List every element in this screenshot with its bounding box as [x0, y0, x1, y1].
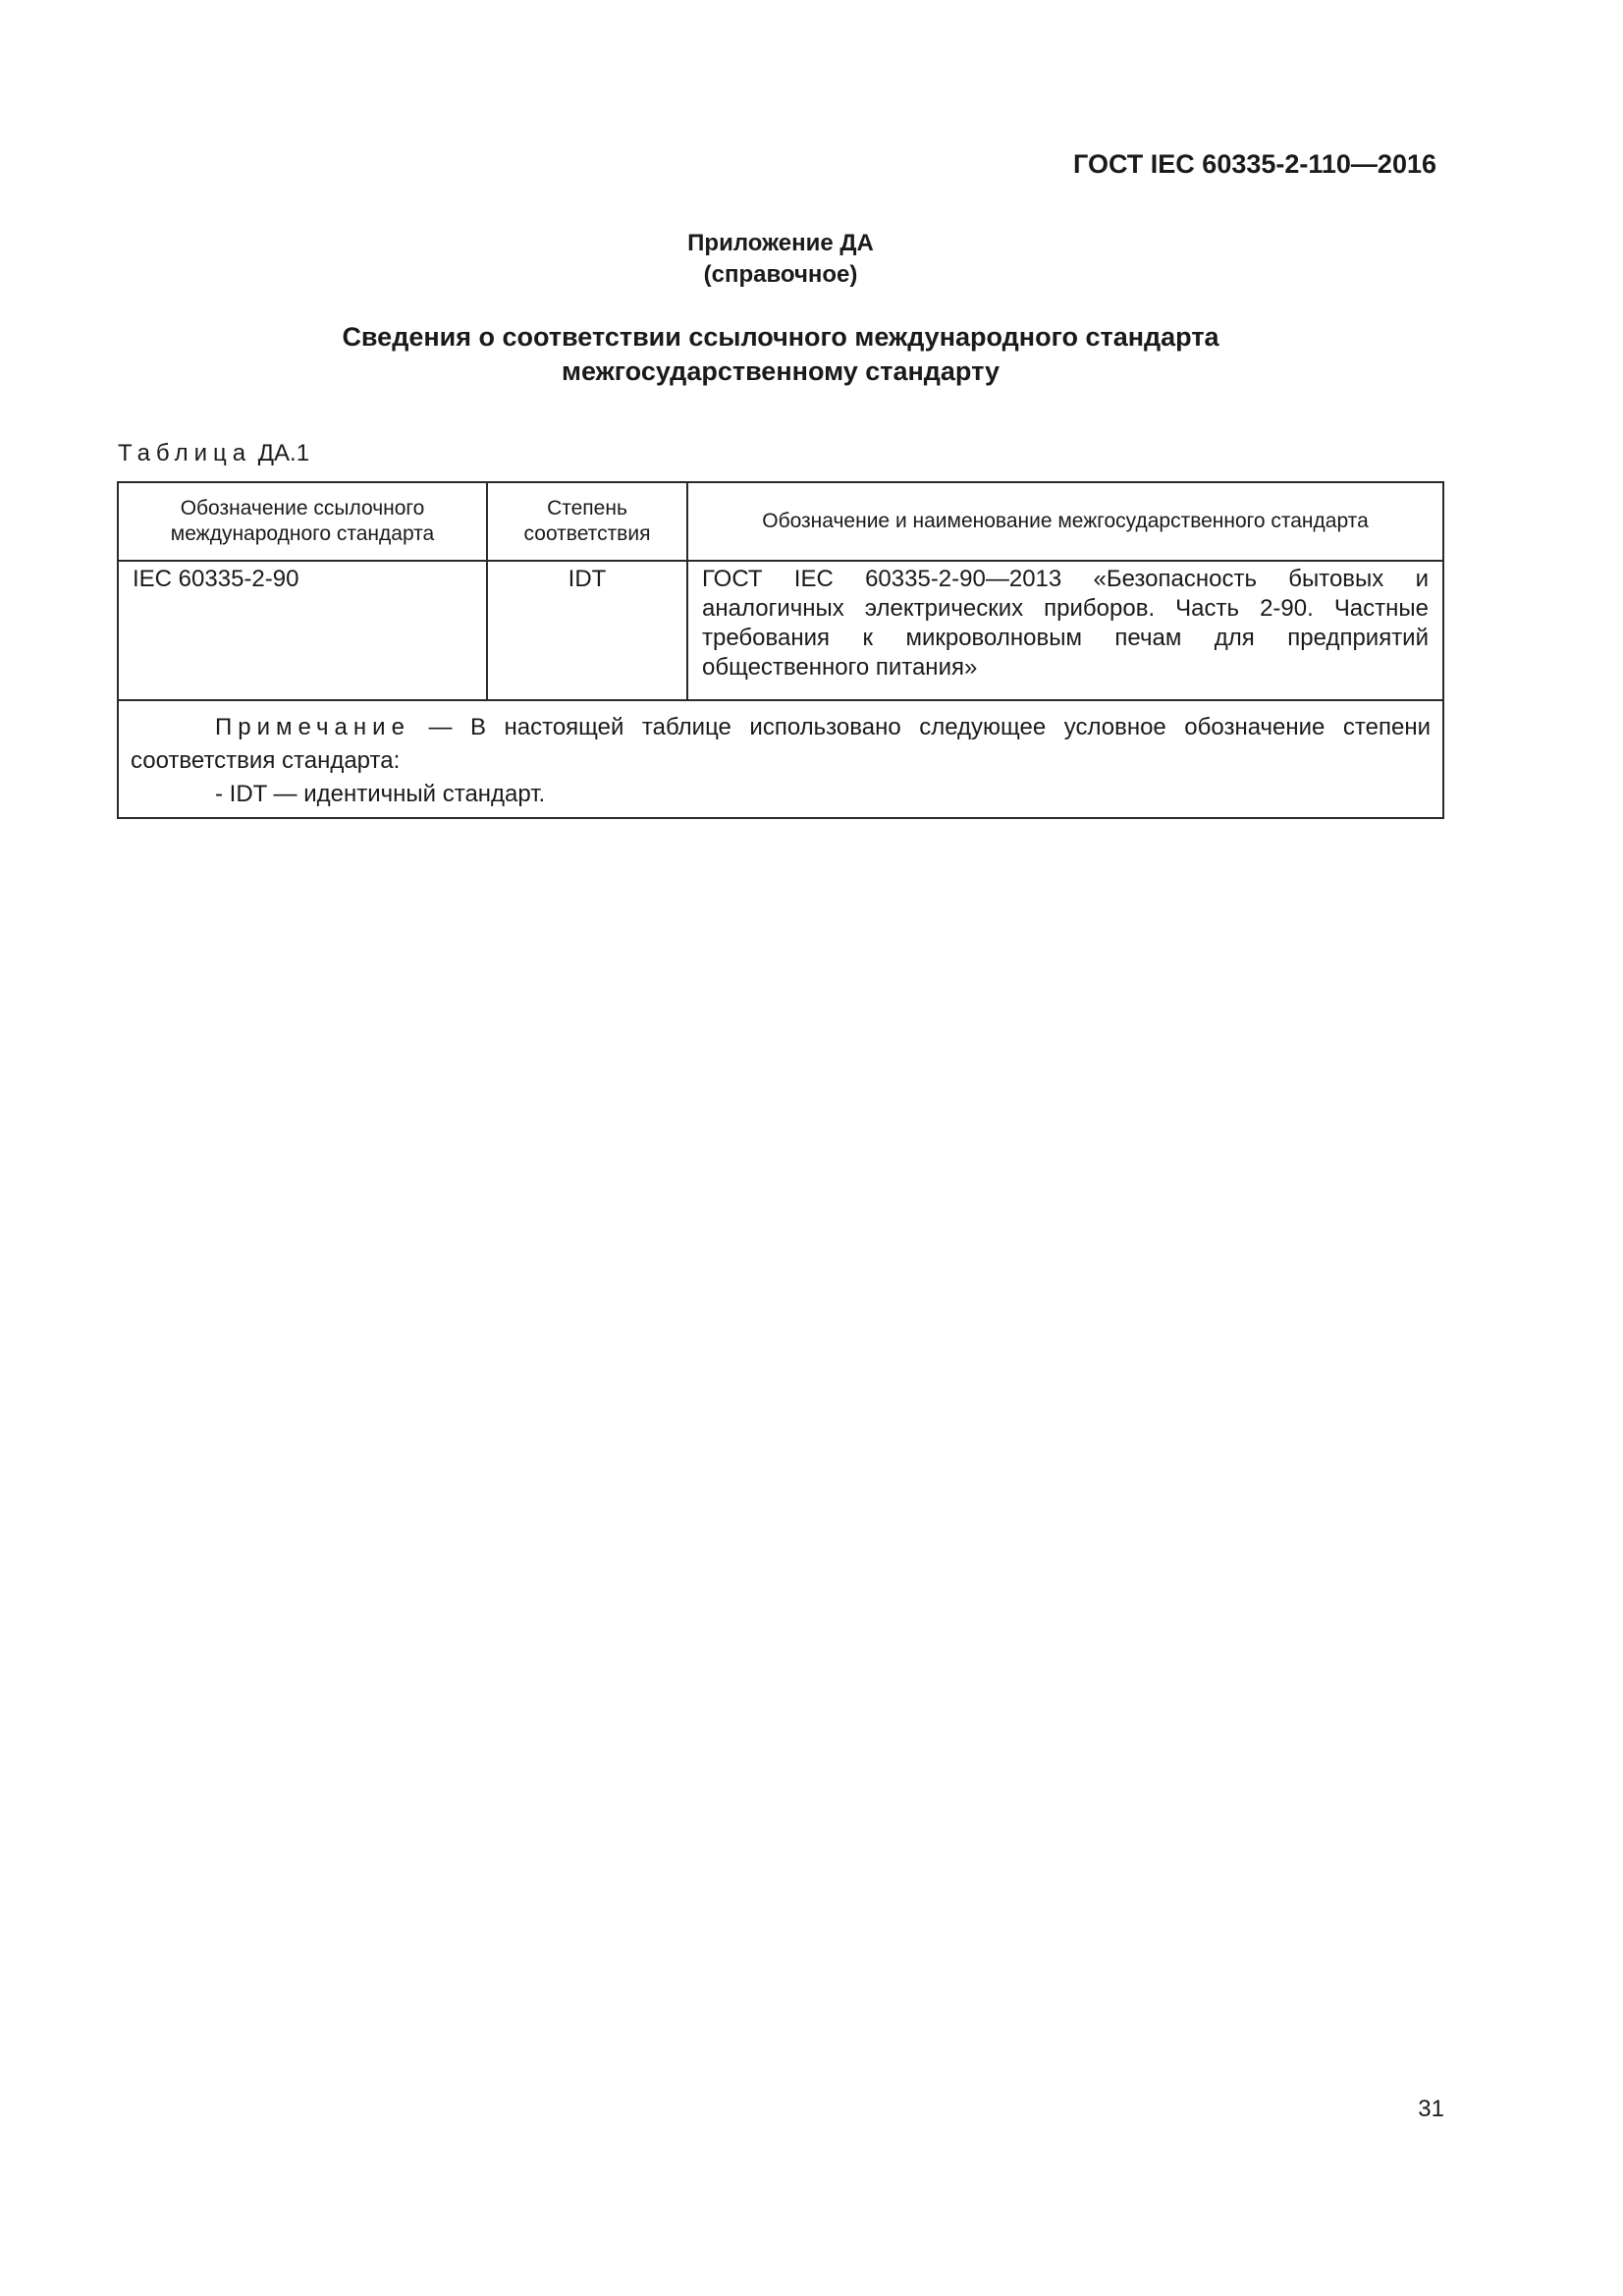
column-header-degree: Степень соответствия [487, 482, 687, 561]
document-title [0, 320, 1561, 389]
cell-reference-standard: IEC 60335-2-90 [118, 561, 487, 700]
table-header-row [118, 482, 1443, 561]
document-title-line-2: межгосударственному стандарту [562, 356, 1000, 386]
table-caption [118, 440, 309, 467]
column-header-reference-standard: Обозначение ссылочного международного стандарта [118, 482, 487, 561]
note-list-item: - IDT — идентичный стандарт. [215, 781, 546, 807]
cell-interstate-standard: ГОСТ IEC 60335-2-90—2013 «Безопасность бытовых и аналогичных электрических приборов. Часть 2-90. Частные требования к микроволновым печам для предприятий общественного питания» [687, 561, 1443, 700]
standard-code-header: ГОСТ IEC 60335-2-110—2016 [1073, 149, 1436, 179]
appendix-title: Приложение ДА [687, 230, 874, 256]
appendix-heading [0, 228, 1561, 291]
table-caption-label: Таблица [118, 440, 252, 466]
note-text: — В настоящей таблице использовано следующее условное обозначение степени соответствия стандарта: [131, 714, 1431, 774]
note-paragraph [131, 711, 1431, 778]
appendix-subtitle: (справочное) [703, 261, 858, 288]
table-note [118, 700, 1443, 818]
table-caption-number: ДА.1 [257, 440, 310, 466]
column-header-interstate-standard: Обозначение и наименование межгосударственного стандарта [687, 482, 1443, 561]
page-number: 31 [1418, 2096, 1444, 2122]
cell-degree: IDT [487, 561, 687, 700]
document-title-line-1: Сведения о соответствии ссылочного международного стандарта [342, 322, 1219, 352]
standards-correspondence-table [117, 481, 1444, 819]
note-label: Примечание [215, 714, 410, 740]
table-row [118, 561, 1443, 700]
table-note-row [118, 700, 1443, 818]
